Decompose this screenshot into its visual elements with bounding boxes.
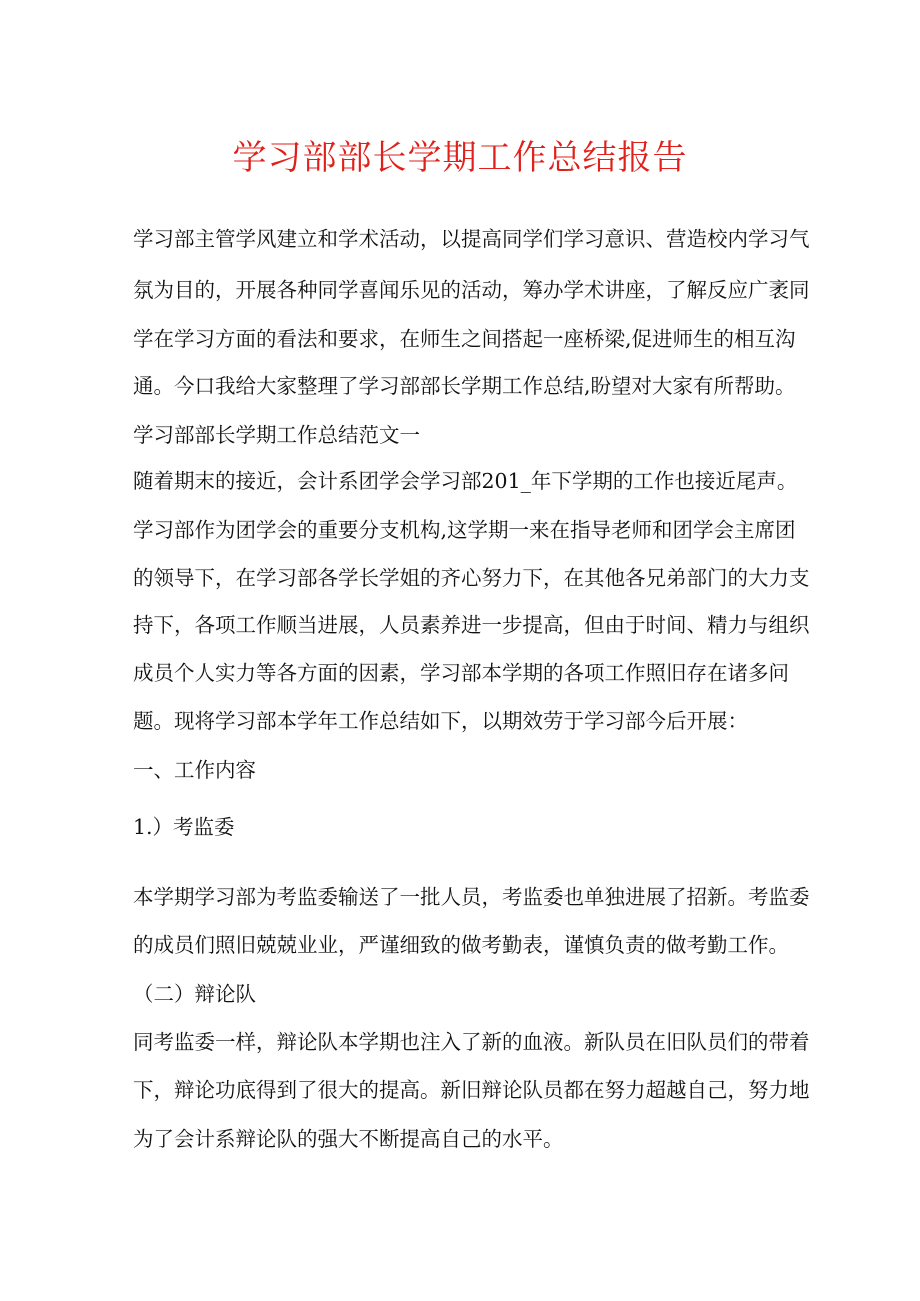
body-line: 持下，各项工作顺当进展，人员素养进一步提高，但由于时间、精力与组织: [133, 613, 810, 637]
body-line: 为了会计系辩论队的强大不断提高自己的水平。: [133, 1127, 564, 1151]
body-line: 同考监委一样，辩论队本学期也注入了新的血液。新队员在旧队员们的带着: [133, 1030, 810, 1054]
document-title: 学习部部长学期工作总结报告: [232, 138, 688, 178]
body-line: 成员个人实力等各方面的因素，学习部本学期的各项工作照旧存在诸多问: [133, 661, 789, 685]
body-line: 题。现将学习部本学年工作总结如下，以期效劳于学习部今后开展：: [133, 709, 748, 733]
body-line: 的领导下，在学习部各学长学姐的齐心努力下，在其他各兄弟部门的大力支: [133, 566, 810, 590]
body-line: 学习部主管学风建立和学术活动，以提高同学们学习意识、营造校内学习气: [133, 227, 810, 251]
body-line: 本学期学习部为考监委输送了一批人员，考监委也单独进展了招新。考监委: [133, 885, 810, 909]
body-line: 通。今口我给大家整理了学习部部长学期工作总结,盼望对大家有所帮助。: [133, 374, 796, 398]
section-heading: 学习部部长学期工作总结范文一: [133, 423, 420, 447]
body-line: 随着期末的接近，会计系团学会学习部201_年下学期的工作也接近尾声。: [133, 469, 798, 493]
subsection-heading: 1.）考监委: [133, 815, 235, 839]
body-line: 下，辩论功底得到了很大的提高。新旧辩论队员都在努力超越自己，努力地: [133, 1078, 810, 1102]
section-heading: 一、工作内容: [133, 758, 256, 782]
body-line: 氛为目的，开展各种同学喜闻乐见的活动，筹办学术讲座，了解反应广袤同: [133, 278, 810, 302]
subsection-heading: （二）辩论队: [133, 982, 256, 1006]
body-line: 学习部作为团学会的重要分支机构,这学期一来在指导老师和团学会主席团: [133, 518, 796, 542]
body-line: 学在学习方面的看法和要求，在师生之间搭起一座桥梁,促进师生的相互沟: [133, 327, 796, 351]
body-line: 的成员们照旧兢兢业业，严谨细致的做考勤表，谨慎负责的做考勤工作。: [133, 933, 789, 957]
